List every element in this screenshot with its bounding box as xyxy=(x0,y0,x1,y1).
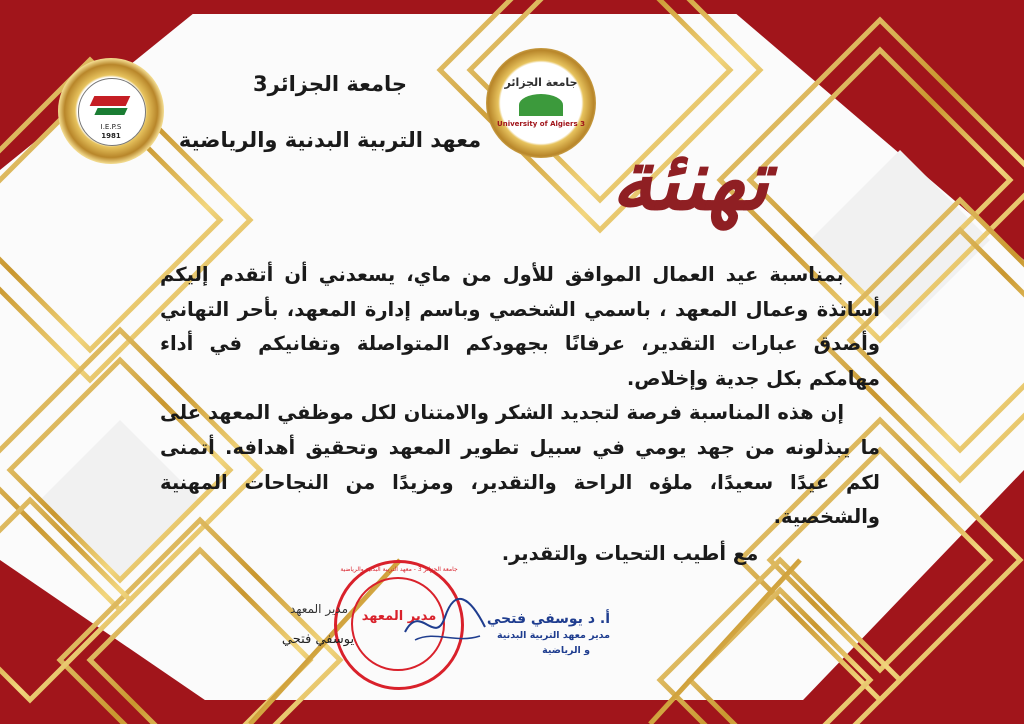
message-body xyxy=(160,258,880,535)
signatory-name: أ. د يوسفي فتحي xyxy=(486,611,610,627)
paragraph-2: إن هذه المناسبة فرصة لتجديد الشكر والامتنان لكل موظفي المعهد على ما يبذلونه من جهد يومي في سبيل تطوير المعهد وتحقيق أهدافه. أتمنى لكم عيدًا سعيدًا، ملؤه الراحة والتقدير، ومزيدًا من النجاحات المهنية والشخصية. xyxy=(160,401,880,529)
paragraph-1: بمناسبة عيد العمال الموافق للأول من ماي، يسعدني أن أتقدم إليكم أساتذة وعمال المعهد ، باسمي الشخصي وباسم إدارة المعهد، بأحر التهاني وأصدق عبارات التقدير، عرفانًا بجهودكم المتواصلة وتفانيكم في أداء مهامكم بكل جدية وإخلاص. xyxy=(160,263,880,390)
logo-right-text: University of Algiers 3 xyxy=(497,120,585,128)
signatory-role-1: مدير معهد التربية البدنية xyxy=(497,630,610,641)
signatory-role-2: و الرياضية xyxy=(542,645,590,656)
university-name: جامعة الجزائر3 xyxy=(253,72,407,96)
institute-name: معهد التربية البدنية والرياضية xyxy=(178,128,482,152)
logo-left-text: I.E.P.S xyxy=(100,123,122,131)
page-title: تهنئة xyxy=(611,130,769,229)
handwritten-role: مدير المعهد xyxy=(289,602,349,616)
logo-left-year: 1981 xyxy=(101,132,121,140)
red-corner-bottom-left xyxy=(0,560,240,724)
stamp-title: مدير المعهد xyxy=(361,609,437,624)
institute-logo xyxy=(58,58,164,164)
closing-line: مع أطيب التحيات والتقدير. xyxy=(501,542,759,565)
handwritten-name: يوسفي فتحي xyxy=(281,632,355,647)
stamp-ring-text: جامعة الجزائر 3 - معهد التربية البدنية والرياضية xyxy=(340,566,458,573)
logo-right-arabic: جامعة الجزائر xyxy=(504,76,578,89)
